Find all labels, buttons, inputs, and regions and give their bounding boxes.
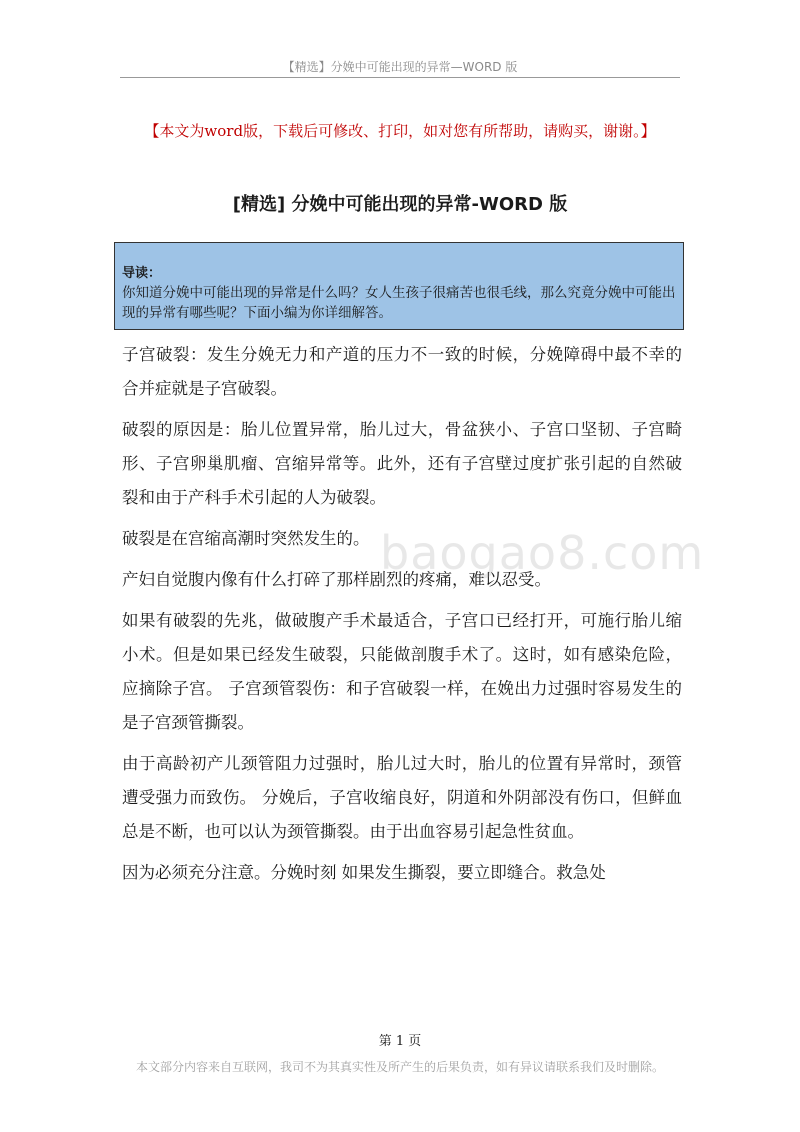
paragraph: 破裂是在宫缩高潮时突然发生的。 (122, 529, 370, 548)
guide-label: 导读： (122, 266, 162, 281)
page-header: 【精选】分娩中可能出现的异常—WORD 版 (282, 60, 518, 74)
footer-disclaimer: 本文部分内容来自互联网，我司不为其真实性及所产生的后果负责，如有异议请联系我们及时删除。 (135, 1060, 664, 1074)
word-version-notice: 【本文为word版，下载后可修改、打印，如对您有所帮助，请购买，谢谢。】 (144, 122, 656, 140)
watermark: baogao8.com (380, 526, 705, 580)
paragraph: 因为必须充分注意。分娩时刻 如果发生撕裂，要立即缝合。救急处 (122, 863, 606, 882)
page-number: 第 1 页 (378, 1034, 422, 1049)
paragraph: 如果有破裂的先兆，做破腹产手术最适合，子宫口已经打开，可施行胎儿缩小术。但是如果已经发生破裂，只能做剖腹手术了。这时，如有感染危险，应摘除子宫。 子宫颈管裂伤：和子宫破裂一样，在娩出力过强时容易发生的是子宫颈管撕裂。 (122, 611, 682, 732)
paragraph: 子宫破裂：发生分娩无力和产道的压力不一致的时候，分娩障碍中最不幸的合并症就是子宫破裂。 (122, 345, 682, 398)
guide-text: 你知道分娩中可能出现的异常是什么吗？女人生孩子很痛苦也很毛线，那么究竟分娩中可能出现的异常有哪些呢？下面小编为你详细解答。 (122, 285, 676, 321)
document-title: [精选] 分娩中可能出现的异常-WORD 版 (232, 194, 568, 215)
paragraph: 由于高龄初产儿颈管阻力过强时，胎儿过大时，胎儿的位置有异常时，颈管遭受强力而致伤。 分娩后，子宫收缩良好，阴道和外阴部没有伤口，但鲜血总是不断，也可以认为颈管撕裂。由于出血容易引起急性贫血。 (122, 754, 682, 841)
header-divider (120, 77, 680, 78)
guide-box (114, 242, 684, 330)
paragraph: 破裂的原因是：胎儿位置异常，胎儿过大，骨盆狭小、子宫口坚韧、子宫畸形、子宫卵巢肌瘤、宫缩异常等。此外，还有子宫壁过度扩张引起的自然破裂和由于产科手术引起的人为破裂。 (122, 420, 682, 507)
article-body (122, 338, 682, 897)
paragraph: 产妇自觉腹内像有什么打碎了那样剧烈的疼痛，难以忍受。 (122, 570, 551, 589)
